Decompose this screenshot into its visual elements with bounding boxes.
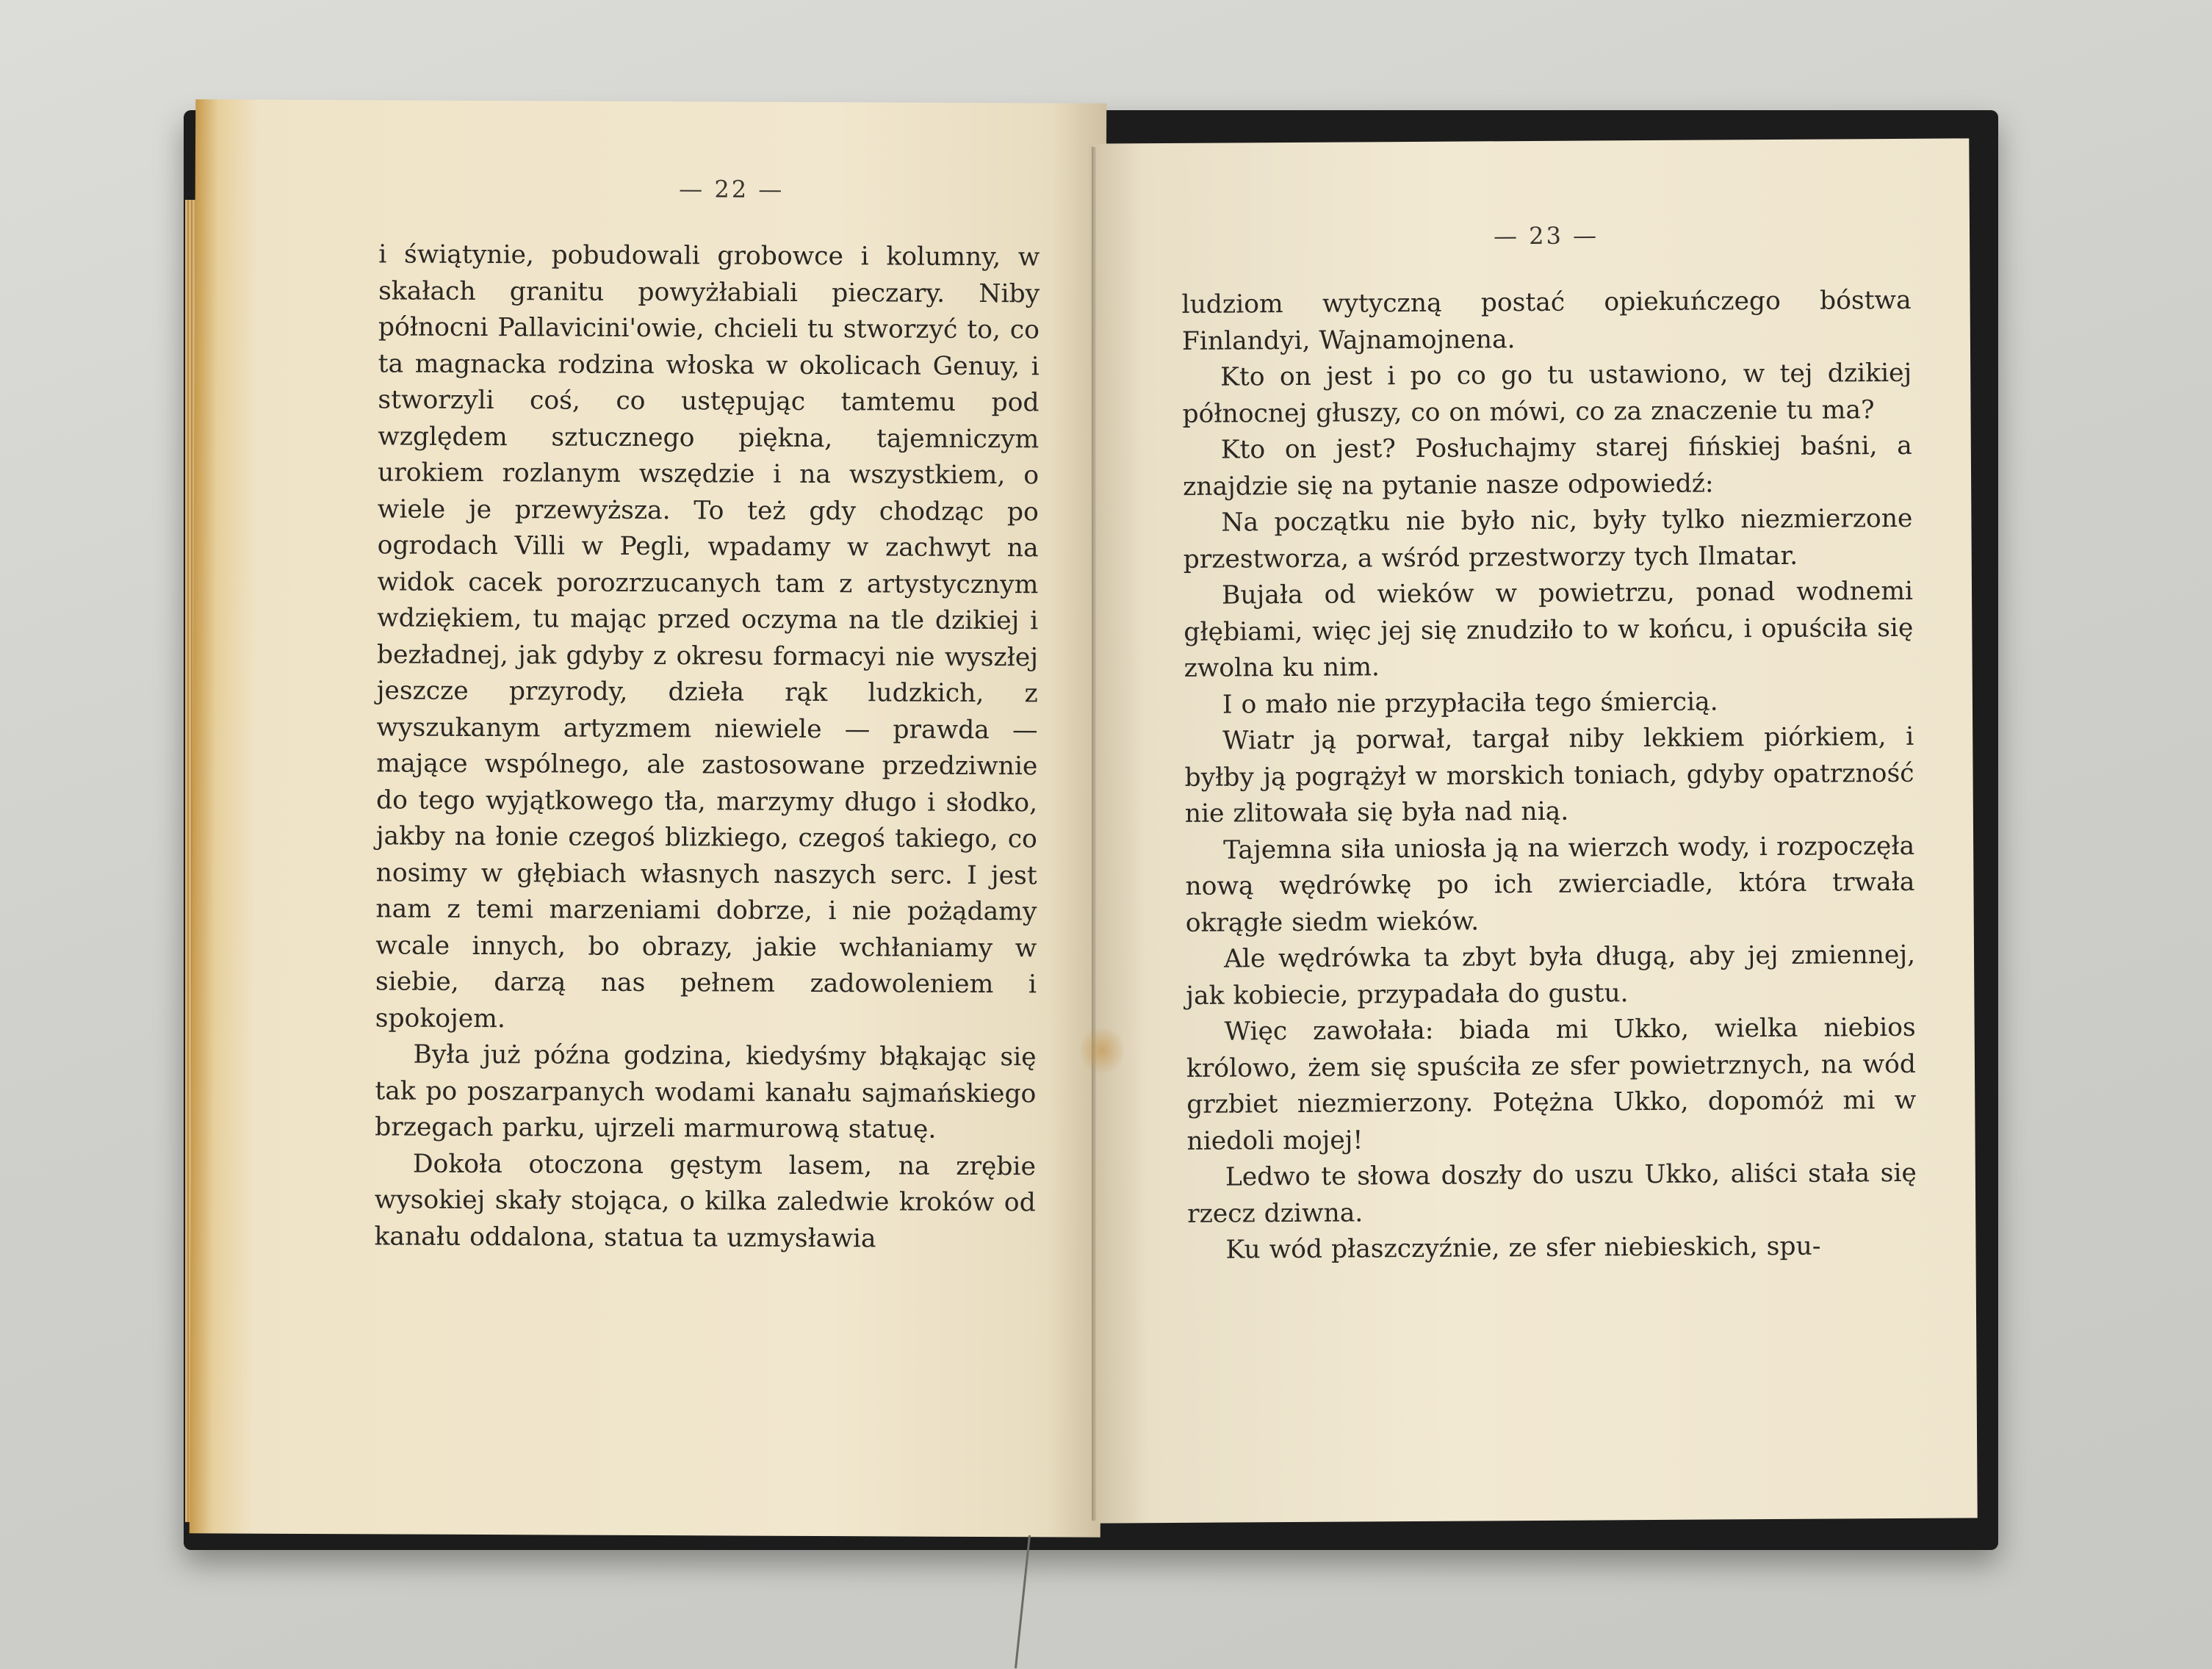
paragraph: Dokoła otoczona gęstym lasem, na zrębie wysokiej skały stojąca, o kilka zaledwie kroków od kanału oddalona, statua ta uzmysławia <box>374 1149 1037 1253</box>
bookmark-ribbon <box>1015 1535 1031 1668</box>
paragraph: ludziom wytyczną postać opiekuńczego bóstwa Finlandyi, Wajnamojnena. <box>1181 285 1912 356</box>
paragraph: i świątynie, pobudowali grobowce i kolumny, w skałach granitu powyżłabiali pieczary. Niby północni Pallavicini'owie, chcieli tu stworzyć to, co ta magnacka rodzina włoska w okolicach Genuy, i stworzyli coś, co ustępując tamtemu pod względem sztucznego piękna, tajemniczym urokiem rozlanym wszędzie i na wszystkiem, o wiele je przewyższa. To też gdy chodząc po ogrodach Villi w Pegli, wpadamy w zachwyt na widok cacek porozrzucanych tam z artystycznym wdziękiem, tu mając przed oczyma na tle dzikiej i bezładnej, jak gdyby z okresu formacyi nie wyszłej jeszcze przyrody, dzieła rąk ludzkich, z wyszukanym artyzmem niewiele — prawda — mające wspólnego, ale zastosowane przedziwnie do tego wyjątkowego tła, marzymy długo i słodko, jakby na łonie czegoś blizkiego, czegoś takiego, co nosimy w głębiach własnych naszych serc. I jest nam z temi marzeniami dobrze, i nie pożądamy wcale innych, bo obrazy, jakie wchłaniamy w siebie, darzą nas pełnem zadowoleniem i spokojem. <box>375 239 1040 1034</box>
paragraph: Więc zawołała: biada mi Ukko, wielka niebios królowo, żem się spuściła ze sfer powietrznych, na wód grzbiet niezmierzony. Potężna Ukko, dopomóż mi w niedoli mojej! <box>1186 1012 1917 1156</box>
paper-stain <box>1080 1025 1124 1076</box>
paragraph: I o mało nie przypłaciła tego śmiercią. <box>1222 686 1718 720</box>
paragraph: Była już późna godzina, kiedyśmy błąkając się tak po poszarpanych wodami kanału sajmańskiego brzegach parku, ujrzeli marmurową statuę. <box>375 1039 1037 1144</box>
left-page-text <box>374 237 1040 1258</box>
paragraph: Wiatr ją porwał, targał niby lekkiem piórkiem, i byłby ją pogrążył w morskich toniach, gdyby opatrzność nie zlitowała się była nad nią. <box>1184 721 1914 829</box>
right-page <box>1089 138 1977 1523</box>
left-page <box>190 99 1107 1537</box>
paragraph: Ledwo te słowa doszły do uszu Ukko, aliści stała się rzecz dziwna. <box>1187 1158 1917 1229</box>
right-page-text <box>1181 283 1917 1269</box>
book-gutter <box>1092 147 1096 1521</box>
paragraph: Na początku nie było nic, były tylko niezmierzone przestworza, a wśród przestworzy tych Ilmatar. <box>1183 503 1913 574</box>
paragraph: Ku wód płaszczyźnie, ze sfer niebieskich, spu- <box>1225 1231 1821 1265</box>
paragraph: Ale wędrówka ta zbyt była długą, aby jej zmiennej, jak kobiecie, przypadała do gustu. <box>1186 940 1916 1011</box>
paragraph: Kto on jest i po co go tu ustawiono, w tej dzikiej północnej głuszy, co on mówi, co za znaczenie tu ma? <box>1182 358 1912 429</box>
page-number-right: — 23 — <box>1493 221 1599 250</box>
page-number-left: — 22 — <box>679 175 785 203</box>
paragraph: Bujała od wieków w powietrzu, ponad wodnemi głębiami, więc jej się znudziło to w końcu, i opuściła się zwolna ku nim. <box>1184 576 1914 683</box>
paragraph: Kto on jest? Posłuchajmy starej fińskiej baśni, a znajdzie się na pytanie nasze odpowiedź: <box>1183 430 1912 502</box>
paragraph: Tajemna siła uniosła ją na wierzch wody, i rozpoczęła nową wędrówkę po ich zwierciadle, która trwała okrągłe siedm wieków. <box>1185 831 1915 938</box>
